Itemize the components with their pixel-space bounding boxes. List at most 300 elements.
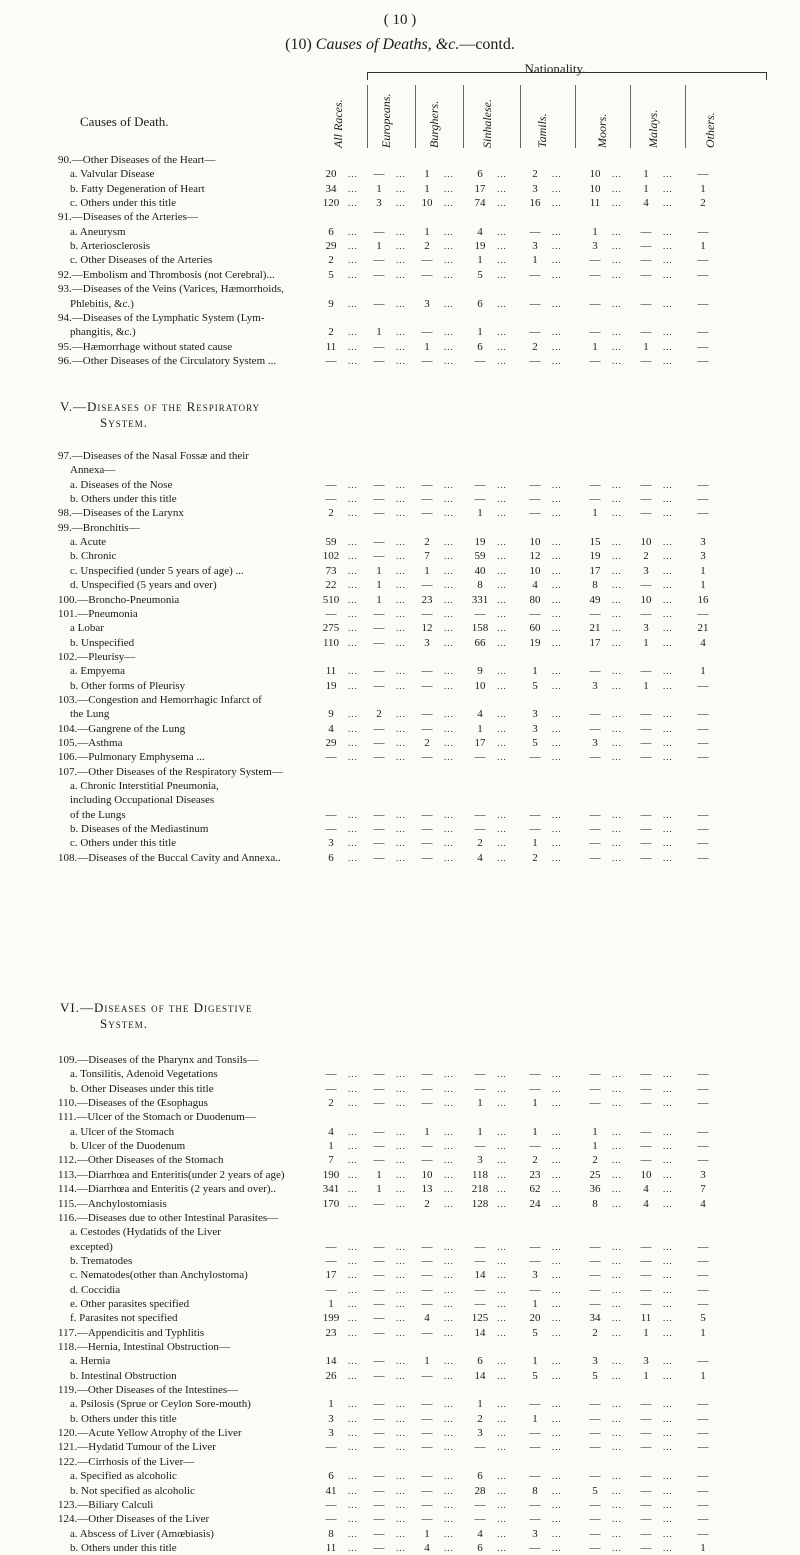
column-header <box>646 88 670 148</box>
leader-dots: ... <box>444 565 454 576</box>
column-header <box>595 88 619 148</box>
leader-dots: ... <box>396 1255 406 1266</box>
leader-dots: ... <box>444 183 454 194</box>
leader-dots: ... <box>396 809 406 820</box>
cause-label: 112.—Other Diseases of the Stomach <box>58 1154 224 1167</box>
leader-dots: ... <box>663 1255 673 1266</box>
count-cell: — <box>640 240 652 253</box>
table-row <box>0 1153 800 1167</box>
table-row <box>0 1340 800 1354</box>
count-cell: — <box>640 1513 652 1526</box>
count-cell: — <box>373 607 385 620</box>
count-cell: 3 <box>592 737 598 749</box>
count-cell: — <box>640 1140 652 1153</box>
leader-dots: ... <box>348 738 358 748</box>
leader-dots: ... <box>444 1198 454 1209</box>
table-row <box>0 196 800 210</box>
count-cell: — <box>640 751 652 764</box>
leader-dots: ... <box>612 1313 622 1324</box>
count-cell: — <box>325 493 337 506</box>
leader-dots: ... <box>663 838 673 849</box>
count-cell: 11 <box>640 1312 652 1325</box>
count-cell: — <box>373 507 385 520</box>
leader-dots: ... <box>663 1485 673 1496</box>
count-cell: 3 <box>424 636 430 649</box>
count-cell: 7 <box>328 1154 334 1167</box>
count-cell: 14 <box>474 1326 486 1339</box>
column-header-text: Tamils. <box>535 113 549 148</box>
cause-label: of the Lungs <box>70 808 126 821</box>
leader-dots: ... <box>396 1471 406 1482</box>
count-cell: — <box>640 354 652 367</box>
count-cell: — <box>529 493 541 506</box>
cause-label: 111.—Ulcer of the Stomach or Duodenum— <box>58 1111 256 1124</box>
count-cell: — <box>421 679 433 692</box>
count-cell: — <box>589 478 601 491</box>
count-cell: 199 <box>322 1312 340 1325</box>
leader-dots: ... <box>348 508 358 519</box>
count-cell: 1 <box>643 182 649 195</box>
cause-label: excepted) <box>70 1240 113 1253</box>
leader-dots: ... <box>663 255 673 266</box>
count-cell: — <box>697 1412 709 1425</box>
leader-dots: ... <box>497 537 507 548</box>
leader-dots: ... <box>396 1514 406 1525</box>
count-cell: 3 <box>376 197 382 210</box>
count-cell: — <box>421 1297 433 1310</box>
table-row <box>0 1297 800 1311</box>
leader-dots: ... <box>612 1098 622 1109</box>
leader-dots: ... <box>663 723 673 734</box>
cause-label: a. Abscess of Liver (Amœbiasis) <box>70 1527 214 1540</box>
count-cell: — <box>589 1240 601 1253</box>
leader-dots: ... <box>612 1083 622 1094</box>
leader-dots: ... <box>663 1083 673 1094</box>
count-cell: — <box>529 1082 541 1095</box>
table-row <box>0 1211 800 1225</box>
leader-dots: ... <box>497 1155 507 1166</box>
leader-dots: ... <box>497 551 507 562</box>
leader-dots: ... <box>552 1098 562 1109</box>
count-cell: — <box>421 1240 433 1253</box>
count-cell: 20 <box>325 168 337 181</box>
count-cell: 13 <box>421 1183 433 1196</box>
count-cell: 26 <box>325 1369 337 1382</box>
count-cell: — <box>697 1082 709 1095</box>
count-cell: — <box>325 607 337 620</box>
column-header-text: Moors. <box>595 113 609 148</box>
leader-dots: ... <box>396 1542 406 1553</box>
leader-dots: ... <box>444 1399 454 1410</box>
leader-dots: ... <box>663 1126 673 1137</box>
count-cell: — <box>373 254 385 267</box>
leader-dots: ... <box>444 494 454 505</box>
leader-dots: ... <box>612 1169 622 1180</box>
count-cell: 1 <box>424 1527 430 1540</box>
count-cell: — <box>589 1527 601 1540</box>
leader-dots: ... <box>396 1428 406 1439</box>
leader-dots: ... <box>444 1485 454 1496</box>
leader-dots: ... <box>444 298 454 309</box>
table-row <box>0 1484 800 1498</box>
leader-dots: ... <box>663 852 673 863</box>
leader-dots: ... <box>612 1528 622 1539</box>
count-cell: — <box>421 1484 433 1497</box>
count-cell: 1 <box>532 254 538 267</box>
nationality-brace <box>367 72 767 83</box>
leader-dots: ... <box>497 183 507 194</box>
count-cell: — <box>640 1068 652 1081</box>
count-cell: — <box>697 823 709 836</box>
count-cell: — <box>474 1082 486 1095</box>
leader-dots: ... <box>497 1241 507 1252</box>
table-row <box>0 311 800 325</box>
leader-dots: ... <box>348 1428 358 1439</box>
count-cell: — <box>529 268 541 281</box>
leader-dots: ... <box>552 594 562 605</box>
cause-label: 102.—Pleurisy— <box>58 650 136 663</box>
leader-dots: ... <box>396 226 406 237</box>
count-cell: 10 <box>529 536 541 549</box>
count-cell: — <box>640 1125 652 1138</box>
leader-dots: ... <box>612 1542 622 1553</box>
table-row <box>0 707 800 721</box>
count-cell: — <box>697 1470 709 1483</box>
cause-label: b. Fatty Degeneration of Heart <box>70 182 205 195</box>
count-cell: — <box>640 1254 652 1267</box>
leader-dots: ... <box>552 1255 562 1266</box>
leader-dots: ... <box>396 198 406 209</box>
table-row <box>0 593 800 607</box>
count-cell: — <box>640 1541 652 1554</box>
count-cell: — <box>529 1068 541 1081</box>
leader-dots: ... <box>444 1327 454 1338</box>
leader-dots: ... <box>663 637 673 648</box>
leader-dots: ... <box>663 1356 673 1367</box>
table-row <box>0 1082 800 1096</box>
count-cell: — <box>421 1498 433 1511</box>
cause-label: 114.—Diarrhœa and Enteritis (2 years and over).. <box>58 1183 276 1196</box>
table-row <box>0 1527 800 1541</box>
leader-dots: ... <box>396 1298 406 1309</box>
leader-dots: ... <box>552 1413 562 1424</box>
count-cell: — <box>421 1154 433 1167</box>
leader-dots: ... <box>497 852 507 863</box>
table-row <box>0 1168 800 1182</box>
count-cell: — <box>421 1513 433 1526</box>
count-cell: — <box>589 1470 601 1483</box>
count-cell: — <box>325 1498 337 1511</box>
leader-dots: ... <box>612 1370 622 1381</box>
leader-dots: ... <box>663 1184 673 1195</box>
leader-dots: ... <box>663 1198 673 1209</box>
count-cell: — <box>640 579 652 592</box>
leader-dots: ... <box>348 838 358 849</box>
leader-dots: ... <box>444 1126 454 1137</box>
leader-dots: ... <box>497 1298 507 1309</box>
count-cell: — <box>529 1541 541 1554</box>
count-cell: 1 <box>477 722 483 735</box>
count-cell: 1 <box>532 1297 538 1310</box>
count-cell: 1 <box>643 636 649 649</box>
cause-label: b. Trematodes <box>70 1254 133 1267</box>
count-cell: 10 <box>529 564 541 577</box>
table-row <box>0 1225 800 1239</box>
leader-dots: ... <box>348 594 358 605</box>
count-cell: — <box>589 1513 601 1526</box>
count-cell: 3 <box>643 564 649 577</box>
count-cell: 1 <box>700 240 706 253</box>
leader-dots: ... <box>444 255 454 266</box>
table-row <box>0 1110 800 1124</box>
leader-dots: ... <box>552 1083 562 1094</box>
count-cell: — <box>589 808 601 821</box>
leader-dots: ... <box>444 1255 454 1266</box>
leader-dots: ... <box>348 1442 358 1453</box>
leader-dots: ... <box>497 666 507 677</box>
count-cell: — <box>640 823 652 836</box>
count-cell: 2 <box>532 168 538 181</box>
leader-dots: ... <box>663 680 673 691</box>
count-cell: 1 <box>424 564 430 577</box>
count-cell: 2 <box>424 1197 430 1210</box>
count-cell: 1 <box>477 254 483 267</box>
count-cell: — <box>589 1269 601 1282</box>
leader-dots: ... <box>552 1270 562 1281</box>
count-cell: 28 <box>474 1484 486 1497</box>
cause-label: 98.—Diseases of the Larynx <box>58 507 184 520</box>
leader-dots: ... <box>552 709 562 720</box>
leader-dots: ... <box>612 580 622 591</box>
leader-dots: ... <box>663 355 673 366</box>
count-cell: 10 <box>421 1168 433 1181</box>
count-cell: — <box>373 1398 385 1411</box>
table-row <box>0 836 800 850</box>
cause-label: 118.—Hernia, Intestinal Obstruction— <box>58 1341 230 1353</box>
table-row <box>0 449 800 463</box>
count-cell: — <box>529 1427 541 1440</box>
table-row <box>0 167 800 181</box>
leader-dots: ... <box>552 1514 562 1525</box>
leader-dots: ... <box>552 1126 562 1137</box>
count-cell: — <box>640 297 652 310</box>
cause-label: 94.—Diseases of the Lymphatic System (Lym- <box>58 311 265 324</box>
table-row <box>0 1053 800 1067</box>
leader-dots: ... <box>348 565 358 576</box>
count-cell: — <box>640 1498 652 1511</box>
leader-dots: ... <box>612 198 622 209</box>
leader-dots: ... <box>497 1198 507 1209</box>
leader-dots: ... <box>497 608 507 619</box>
leader-dots: ... <box>396 1184 406 1195</box>
count-cell: — <box>697 722 709 735</box>
cause-label: a. Specified as alcoholic <box>70 1470 177 1483</box>
count-cell: 3 <box>532 722 538 735</box>
table-row <box>0 340 800 354</box>
count-cell: 1 <box>643 1369 649 1382</box>
leader-dots: ... <box>348 608 358 619</box>
table-row <box>0 650 800 664</box>
table-row <box>0 1412 800 1426</box>
leader-dots: ... <box>444 327 454 338</box>
count-cell: — <box>697 1125 709 1138</box>
count-cell: 1 <box>592 225 598 238</box>
count-cell: — <box>640 268 652 281</box>
count-cell: 80 <box>529 593 541 606</box>
page-title <box>0 36 800 54</box>
leader-dots: ... <box>663 198 673 209</box>
count-cell: — <box>421 1398 433 1411</box>
leader-dots: ... <box>396 637 406 648</box>
table-row <box>0 282 800 296</box>
leader-dots: ... <box>497 1413 507 1424</box>
cause-label: a. Psilosis (Sprue or Ceylon Sore-mouth) <box>70 1398 251 1411</box>
count-cell: — <box>640 1527 652 1540</box>
leader-dots: ... <box>552 723 562 734</box>
table-row <box>0 1455 800 1469</box>
leader-dots: ... <box>348 1485 358 1496</box>
leader-dots: ... <box>663 537 673 548</box>
leader-dots: ... <box>396 1198 406 1209</box>
leader-dots: ... <box>396 1098 406 1109</box>
leader-dots: ... <box>396 241 406 252</box>
count-cell: — <box>474 478 486 491</box>
count-cell: 4 <box>477 708 483 721</box>
count-cell: — <box>640 708 652 721</box>
leader-dots: ... <box>552 637 562 648</box>
section-title-line2: System. <box>100 1016 148 1031</box>
count-cell: — <box>697 1355 709 1368</box>
count-cell: 5 <box>532 1369 538 1382</box>
cause-label: 119.—Other Diseases of the Intestines— <box>58 1384 239 1397</box>
count-cell: 5 <box>592 1369 598 1382</box>
table-row <box>0 1067 800 1081</box>
leader-dots: ... <box>552 169 562 180</box>
count-cell: — <box>474 1297 486 1310</box>
leader-dots: ... <box>497 327 507 338</box>
count-cell: — <box>421 254 433 267</box>
count-cell: 1 <box>700 1541 706 1554</box>
section-subtitle <box>100 1016 148 1032</box>
leader-dots: ... <box>444 1370 454 1381</box>
leader-dots: ... <box>348 637 358 648</box>
count-cell: — <box>474 493 486 506</box>
count-cell: — <box>697 607 709 620</box>
leader-dots: ... <box>497 1514 507 1525</box>
count-cell: — <box>373 1541 385 1554</box>
leader-dots: ... <box>444 1356 454 1367</box>
leader-dots: ... <box>663 1069 673 1080</box>
count-cell: 10 <box>421 197 433 210</box>
cause-label: 113.—Diarrhœa and Enteritis(under 2 years of age) <box>58 1168 285 1181</box>
cause-label: b. Diseases of the Mediastinum <box>70 823 209 836</box>
count-cell: — <box>373 722 385 735</box>
leader-dots: ... <box>348 1083 358 1094</box>
cause-label: Annexa— <box>70 464 116 477</box>
leader-dots: ... <box>552 623 562 634</box>
count-cell: 23 <box>529 1168 541 1181</box>
count-cell: — <box>373 837 385 850</box>
count-cell: — <box>529 1441 541 1454</box>
leader-dots: ... <box>348 1270 358 1281</box>
count-cell: 17 <box>589 564 601 577</box>
leader-dots: ... <box>612 752 622 763</box>
leader-dots: ... <box>396 1356 406 1367</box>
leader-dots: ... <box>396 824 406 835</box>
count-cell: — <box>373 1412 385 1425</box>
leader-dots: ... <box>612 327 622 338</box>
count-cell: — <box>474 607 486 620</box>
title-suffix: —contd. <box>459 36 515 53</box>
leader-dots: ... <box>663 269 673 280</box>
cause-label: a. Ulcer of the Stomach <box>70 1125 175 1138</box>
leader-dots: ... <box>497 198 507 209</box>
table-row <box>0 492 800 506</box>
leader-dots: ... <box>663 1169 673 1180</box>
count-cell: 1 <box>592 507 598 520</box>
count-cell: — <box>697 737 709 749</box>
leader-dots: ... <box>663 241 673 252</box>
table-row <box>0 1354 800 1368</box>
count-cell: 3 <box>532 182 538 195</box>
leader-dots: ... <box>552 298 562 309</box>
cause-label: 104.—Gangrene of the Lung <box>58 722 186 735</box>
leader-dots: ... <box>444 637 454 648</box>
cause-label: 92.—Embolism and Thrombosis (not Cerebral)... <box>58 268 275 281</box>
count-cell: — <box>421 823 433 836</box>
leader-dots: ... <box>552 241 562 252</box>
count-cell: 8 <box>328 1527 334 1540</box>
leader-dots: ... <box>396 680 406 691</box>
count-cell: — <box>325 1082 337 1095</box>
cause-label: 106.—Pulmonary Emphysema ... <box>58 751 205 764</box>
count-cell: — <box>373 268 385 281</box>
leader-dots: ... <box>497 623 507 634</box>
leader-dots: ... <box>497 479 507 490</box>
cause-label: a Lobar <box>70 622 104 635</box>
leader-dots: ... <box>612 355 622 366</box>
cause-label: 117.—Appendicitis and Typhlitis <box>58 1326 205 1339</box>
leader-dots: ... <box>444 1141 454 1152</box>
count-cell: — <box>373 665 385 678</box>
leader-dots: ... <box>396 1241 406 1252</box>
leader-dots: ... <box>444 1442 454 1453</box>
leader-dots: ... <box>396 1141 406 1152</box>
leader-dots: ... <box>612 1141 622 1152</box>
leader-dots: ... <box>497 637 507 648</box>
leader-dots: ... <box>497 1270 507 1281</box>
leader-dots: ... <box>348 1169 358 1180</box>
leader-dots: ... <box>612 1442 622 1453</box>
count-cell: 1 <box>477 1097 483 1110</box>
leader-dots: ... <box>348 824 358 835</box>
count-cell: — <box>373 751 385 764</box>
count-cell: — <box>529 1240 541 1253</box>
count-cell: 14 <box>325 1355 337 1368</box>
leader-dots: ... <box>444 838 454 849</box>
count-cell: — <box>325 808 337 821</box>
count-cell: 34 <box>325 182 337 195</box>
leader-dots: ... <box>663 226 673 237</box>
count-cell: — <box>421 507 433 520</box>
count-cell: — <box>373 1082 385 1095</box>
leader-dots: ... <box>612 1241 622 1252</box>
count-cell: — <box>421 326 433 339</box>
count-cell: — <box>697 1068 709 1081</box>
leader-dots: ... <box>612 852 622 863</box>
count-cell: — <box>697 168 709 181</box>
column-header <box>480 88 504 148</box>
